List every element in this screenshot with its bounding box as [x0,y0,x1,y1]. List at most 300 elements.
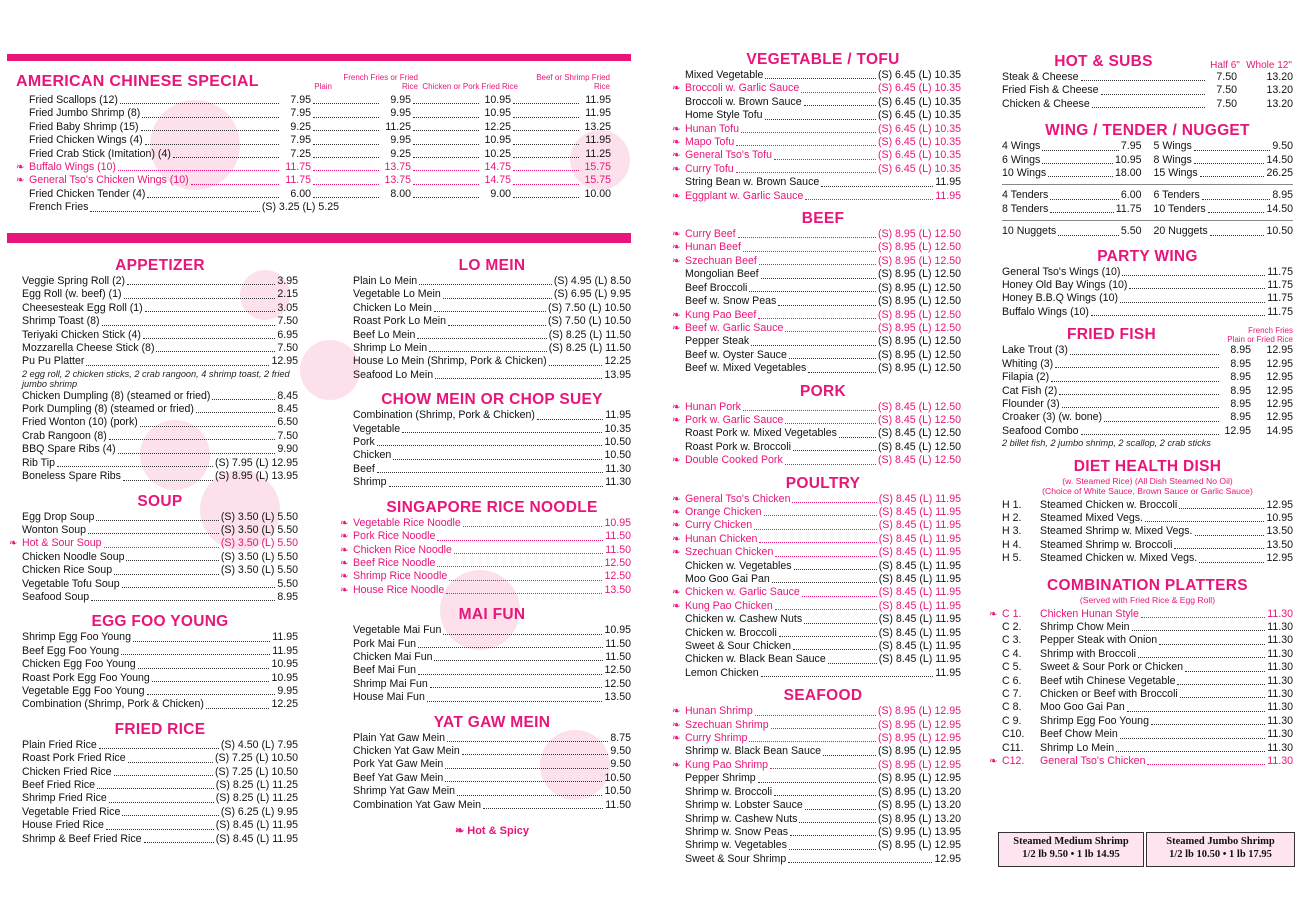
pepper-icon: ❧ [340,517,349,529]
item-name: Shrimp w. Lobster Sauce [685,799,803,812]
top-divider-bar [7,54,631,61]
item-price: (S) 6.45 (L) 10.35 [877,95,961,108]
dot-leader [743,251,876,252]
item-price: 11.30 [1267,634,1293,647]
dot-leader [823,755,876,756]
list-item [353,678,631,691]
item-price: (S) 3.50 (L) 5.50 [220,564,298,577]
dot-leader [141,130,279,131]
item-name: Vegetable Mai Fun [353,624,442,637]
item-name: Shrimp Mai Fun [353,677,428,690]
list-item [685,268,961,281]
dot-leader [799,822,876,823]
tenders-grid [1002,189,1293,216]
item-price: 12.95 [1266,397,1293,410]
dot-leader [749,291,876,292]
list-item [22,457,298,470]
dot-leader [1185,671,1265,672]
item-price: 10.50 [604,785,631,798]
item-price: 9.50 [610,758,631,771]
item-price: 11.95 [272,631,298,644]
item-name: Shrimp Egg Foo Young [1040,714,1149,727]
dot-leader [1050,199,1119,200]
list-item [22,342,298,355]
item-code: C 2. [1002,620,1022,633]
item-code: C 6. [1002,674,1022,687]
item-price: 12.95 [1266,498,1293,511]
list-item [672,758,961,772]
item-price: 14.75 [484,161,511,174]
dot-leader [1048,176,1113,177]
dot-leader [1177,684,1265,685]
item-price: 13.50 [1266,538,1293,551]
item-name: Beef w. Snow Peas [685,295,777,308]
item-price: (S) 7.95 (L) 12.95 [214,456,298,469]
dot-leader [377,445,603,446]
list-item [22,275,298,288]
dot-leader [759,542,876,543]
dot-leader [828,663,877,664]
dot-leader [764,515,877,516]
item-name: Honey Old Bay Wings (10) [1002,279,1128,292]
item-name: Chicken w. Vegetables [685,559,792,572]
list-item [22,631,298,644]
item-name: House Rice Noodle [353,583,445,596]
list-item [29,121,611,134]
dot-leader [513,103,579,104]
item-name: 4 Wings [1002,140,1041,153]
nuggets-grid [1002,225,1293,238]
dot-leader [1202,199,1271,200]
dot-leader [104,547,219,548]
section-title: APPETIZER [115,257,205,274]
list-item [22,302,298,315]
list-item [1002,512,1293,525]
list-item [29,94,611,107]
col-header-plain: Plain [314,82,332,91]
list-item [1154,189,1294,202]
item-price: 14.50 [1266,153,1293,166]
item-name: General Tso's Chicken [685,492,791,505]
dot-leader [445,768,608,769]
pepper-icon: ❧ [989,608,998,620]
appetizer-list-2 [22,390,298,484]
item-name: Wonton Soup [22,523,87,536]
item-price: (S) 8.95 (L) 12.95 [877,705,961,718]
dot-leader [789,849,876,850]
dot-leader [1092,107,1205,108]
item-price: 9.95 [277,684,298,697]
item-name: Pork w. Garlic Sauce [685,413,784,426]
dot-leader [121,654,270,655]
item-name: Beef Fried Rice [22,779,96,791]
item-name: Vegetable Fried Rice [22,805,121,818]
dot-leader [114,775,213,776]
dot-leader [196,412,275,413]
list-item [22,658,298,671]
item-name: Pepper Steak [685,335,750,348]
item-price: 5.50 [1120,225,1142,238]
item-price: (S) 8.45 (L) 12.50 [877,454,961,467]
pepper-icon: ❧ [672,414,681,426]
pepper-icon: ❧ [340,544,349,556]
col-header-half: Half 6" [1210,60,1240,71]
combo-subtitle: (Served with Fried Rice & Egg Roll) [1079,594,1216,605]
list-item [685,295,961,308]
dot-leader [128,762,213,763]
item-price: (S) 8.45 (L) 11.95 [215,832,298,845]
dot-leader [430,687,603,688]
list-item [1154,167,1294,180]
item-name: Fried Wonton (10) (pork) [22,416,138,429]
item-price: 12.95 [1224,424,1251,437]
dot-leader [377,472,603,473]
list-item [685,839,961,852]
list-item [672,400,961,414]
list-item [1002,715,1293,728]
item-price: 7.50 [277,342,298,355]
list-item [1002,344,1293,357]
list-item [685,813,961,826]
item-name: Shrimp w. Broccoli [685,785,773,798]
item-price: 14.50 [1266,202,1293,215]
list-item [672,136,961,149]
pepper-icon: ❧ [340,531,349,543]
item-name: Pepper Steak with Onion [1040,634,1158,647]
item-name: House Fried Rice [22,819,104,832]
list-item [685,335,961,348]
item-price: 10.25 [484,147,511,160]
item-price: (S) 8.45 (L) 12.50 [877,400,961,413]
item-price: 13.20 [1266,71,1293,83]
dot-leader [736,145,876,146]
item-price: 8.95 [277,590,298,603]
list-item [672,413,961,427]
list-item [672,241,961,254]
item-price: 6.00 [290,187,311,200]
item-price: 11.95 [935,666,961,679]
item-price: 18.00 [1114,167,1142,180]
dot-leader [144,842,214,843]
item-name: Roast Pork Lo Mein [353,315,447,328]
dot-leader [122,587,276,588]
dot-leader [513,184,579,185]
item-name: Fried Fish & Cheese [1002,84,1099,97]
item-price: 3.05 [277,301,298,314]
item-name: Roast Pork w. Broccoli [685,440,791,453]
item-name: Broccoli w. Garlic Sauce [685,82,800,95]
dot-leader [1145,521,1264,522]
list-item [22,698,298,711]
dot-leader [1138,657,1265,658]
item-price: 11.95 [585,107,611,120]
item-code: C 4. [1002,647,1022,660]
list-item [685,745,961,758]
item-price: 9.50 [610,744,631,757]
menu-column-1 [9,256,298,846]
list-item [1002,279,1293,292]
item-name: Chicken Mai Fun [353,650,433,663]
dot-leader [1122,275,1265,276]
pork-list [672,400,961,468]
dot-leader [785,331,876,332]
dot-leader [191,184,279,185]
item-name: Curry Beef [685,228,736,241]
item-price: 13.75 [384,161,411,174]
item-name: Eggplant w. Garlic Sauce [685,189,804,202]
item-name: Filapia (2) [1002,371,1050,384]
list-item [672,454,961,467]
list-item [672,122,961,136]
item-price: 13.75 [384,174,411,187]
list-item [685,69,961,82]
item-price: 12.50 [604,664,631,677]
dot-leader [147,694,276,695]
item-price: (S) 8.45 (L) 12.50 [877,413,961,426]
item-price: (S) 8.95 (L) 12.50 [877,348,961,361]
item-name: Seafood Lo Mein [353,368,434,381]
list-item [340,570,631,583]
dot-leader [549,365,603,366]
diet-subtitle-2: (Choice of White Sauce, Brown Sauce or Garlic Sauce) [1042,485,1253,496]
pepper-icon: ❧ [672,719,681,731]
item-price: 10.95 [484,107,511,120]
item-name: Chicken w. Black Bean Sauce [685,653,826,666]
item-price: 10.50 [604,771,631,784]
item-name: Shrimp & Beef Fried Rice [22,832,142,845]
list-item [1002,728,1293,741]
item-price: 11.30 [1267,688,1293,700]
pepper-icon: ❧ [16,175,25,187]
dot-leader [537,419,603,420]
item-price: 11.50 [605,798,631,811]
item-name: Chicken or Beef with Broccoli [1040,688,1178,700]
item-price: (S) 8.95 (L) 13.20 [877,812,961,825]
list-item [1002,84,1293,97]
item-price: 14.95 [1266,424,1293,437]
item-name: Cat Fish (2) [1002,384,1058,397]
item-name: Pork Dumpling (8) (steamed or fried) [22,403,194,416]
beef-list [672,228,961,375]
wings-grid [1002,140,1293,180]
item-name: Plain Yat Gaw Mein [353,731,446,744]
list-item [1002,154,1142,167]
item-price: (S) 8.45 (L) 11.95 [878,626,961,639]
dot-leader [124,298,276,299]
list-item [22,511,298,524]
dot-leader [447,741,608,742]
item-name: Egg Roll (w. beef) (1) [22,288,122,301]
list-item [16,161,611,174]
list-item [685,176,961,189]
item-price: 9.95 [390,94,411,106]
item-price: (S) 8.45 (L) 11.95 [878,586,961,599]
item-price: (S) 8.45 (L) 11.95 [878,546,961,559]
item-name: Egg Drop Soup [22,510,95,523]
item-name: Broccoli w. Brown Sauce [685,95,802,108]
egg-foo-young-list [22,631,298,711]
pepper-icon: ❧ [16,162,25,174]
dot-leader [513,157,579,158]
dot-leader [1042,150,1119,151]
item-price: 11.50 [605,637,631,650]
section-title: SEAFOOD [783,687,863,705]
dot-leader [792,502,876,503]
dot-leader [821,186,933,187]
dot-leader [793,450,876,451]
dot-leader [413,184,479,185]
item-price: 10.35 [604,422,631,435]
item-price: (S) 8.95 (L) 12.50 [877,268,961,281]
item-price: 8.95 [1230,357,1251,370]
item-price: 11.75 [1267,305,1293,318]
list-item [22,739,298,752]
item-name: Curry Chicken [685,519,753,532]
list-item [353,785,631,798]
dot-leader [449,580,602,581]
item-name: Curry Shrimp [685,732,748,745]
item-price: (S) 3.50 (L) 5.50 [220,537,298,550]
dot-leader [140,426,276,427]
item-name: Beef wtih Chinese Vegetable [1040,674,1176,687]
list-item [22,833,298,846]
item-price: 12.25 [271,698,298,711]
dot-leader [102,325,276,326]
list-item [1002,225,1142,238]
item-price: 11.30 [1267,661,1293,674]
diet-subtitle: (w. Steamed Rice) (All Dish Steamed No Oil) [1062,475,1233,486]
dot-leader [1116,751,1265,752]
list-item [1002,539,1293,552]
dot-leader [413,130,479,131]
item-name: Shrimp Rice Noodle [353,570,448,583]
list-item [1002,634,1293,647]
item-name: 20 Nuggets [1153,225,1208,238]
list-item [16,174,611,187]
item-name: Plain Lo Mein [353,275,418,287]
item-price: 10.50 [604,436,631,449]
item-name: Beef Chow Mein [1040,728,1118,741]
dot-leader [127,284,275,285]
item-name: Moo Goo Gai Pan [685,573,770,585]
list-item [1002,499,1293,512]
list-item [353,342,631,355]
appetizer-list [22,275,298,369]
dot-leader [413,170,479,171]
item-price: (S) 8.95 (L) 12.95 [877,758,961,771]
item-price: 11.25 [385,120,411,133]
dot-leader [761,278,876,279]
list-item [22,779,298,792]
item-name: Steamed Mixed Vegs. [1040,511,1144,524]
menu-column-2 [340,256,631,837]
item-name: Sweet & Sour Shrimp [685,852,787,865]
dot-leader [122,815,219,816]
item-price: (S) 8.95 (L) 12.95 [877,745,961,758]
list-item [353,691,631,704]
list-item [1002,371,1293,384]
item-name: Vegetable Egg Foo Young [22,684,145,697]
dot-leader [1200,176,1265,177]
dot-leader [765,119,876,120]
item-name: Steamed Chicken w. Mixed Vegs. [1040,552,1198,565]
list-item [1002,98,1293,111]
list-item [353,624,631,637]
list-item [353,315,631,328]
pepper-icon: ❧ [672,322,681,334]
dot-leader [513,130,579,131]
item-name: 5 Wings [1153,140,1192,153]
dot-leader [91,600,275,601]
section-title: AMERICAN CHINESE SPECIAL [16,73,259,90]
item-name: Fried Crab Stick (Imitation) (4) [29,147,171,160]
item-price: 12.95 [1266,371,1293,384]
item-name: Boneless Spare Ribs [22,470,121,483]
dot-leader [1051,381,1219,382]
item-price: 13.20 [1266,97,1293,110]
dot-leader [437,540,603,541]
dot-leader [1129,288,1265,289]
list-item [1002,688,1293,701]
list-item [685,826,961,839]
item-name: Steak & Cheese [1002,71,1079,83]
item-price: 13.20 [1266,84,1293,97]
item-price: 11.30 [1267,674,1293,687]
item-name: 6 Tenders [1153,189,1200,202]
dot-leader [443,634,602,635]
section-title: MAI FUN [458,606,526,624]
list-item [1002,621,1293,634]
pepper-icon: ❧ [672,401,681,413]
item-name: Rib Tip [22,456,55,469]
item-price: 11.95 [605,409,631,422]
item-price: (S) 8.95 (L) 12.50 [877,295,961,308]
dot-leader [389,486,604,487]
item-price: 11.30 [1267,620,1293,633]
pepper-icon: ❧ [672,242,681,254]
dot-leader [417,338,546,339]
list-item [353,275,631,288]
item-name: Szechuan Shrimp [685,718,769,731]
item-name: Roast Pork Egg Foo Young [22,671,150,684]
item-price: (S) 8.25 (L) 11.25 [215,779,298,791]
item-code: H 2. [1002,511,1022,524]
pepper-icon: ❧ [672,493,681,505]
item-name: Whiting (3) [1002,357,1054,370]
item-name: Pu Pu Platter [22,355,85,368]
col-header-fries: French Fries or Fried Rice [343,73,418,91]
item-name: Beef Broccoli [685,281,748,294]
item-name: Roast Pork Fried Rice [22,752,126,765]
item-name: Beef Rice Noodle [353,556,436,569]
list-item [22,564,298,577]
section-title: BEEF [801,210,845,228]
item-price: (S) 8.25 (L) 11.50 [548,328,631,341]
dot-leader [801,92,876,93]
item-name: Double Cooked Pork [685,454,783,467]
list-item [1002,525,1293,538]
item-name: Cheesesteak Egg Roll (1) [22,301,143,314]
item-price: 11.95 [272,644,298,657]
item-price: (S) 7.50 (L) 10.50 [547,315,631,328]
dot-leader [513,144,579,145]
list-item [353,664,631,677]
item-name: Shrimp [353,476,387,489]
item-name: Vegetable Lo Mein [353,288,441,301]
dot-leader [805,809,876,810]
item-price: 11.30 [1267,741,1293,754]
item-price: 11.50 [605,543,631,556]
